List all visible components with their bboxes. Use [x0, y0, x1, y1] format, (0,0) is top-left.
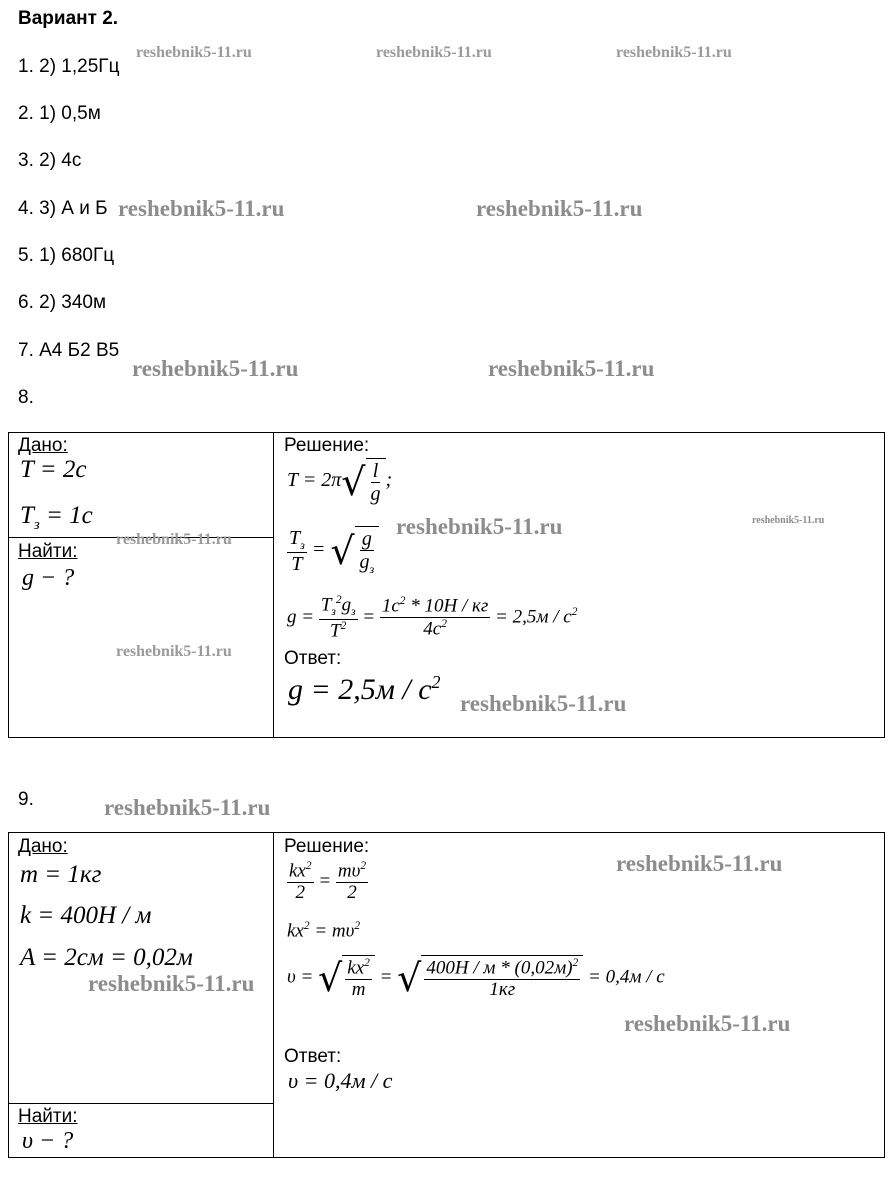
task8-given-earth-period: $T_з = 1c$ [20, 502, 93, 533]
task8-eq2-num: T [289, 527, 301, 549]
watermark: reshebnik5-11.ru [460, 691, 627, 716]
task9-eq2-a: kx [287, 920, 304, 942]
answer-4: 4. 3) А и Б [18, 198, 108, 219]
task9-find-label: Найти: [18, 1106, 78, 1127]
task8-eq1: T = 2π √ $\frac{l}{g}$ ; [287, 459, 393, 505]
answer-1: 1. 2) 1,25Гц [18, 56, 120, 77]
answer-8-number: 8. [18, 387, 34, 408]
task9-eq3-r2num: 400H / м * (0,02м) [426, 957, 573, 979]
task9-divider [273, 832, 274, 1158]
task9-eq3-r1num: kx [347, 957, 365, 979]
watermark: reshebnik5-11.ru [132, 356, 299, 381]
task8-eq2-rnum: g [361, 528, 372, 550]
task8-eq3-result: = 2,5м / с [495, 606, 572, 628]
task8-eq3: g = $\frac{T_з^2g_з}{T^2}$ = $\frac{1с^2 * 10H / кг}{4c^2}$ = $2,5м / с^2$ [287, 594, 578, 641]
answer-3: 3. 2) 4с [18, 150, 82, 171]
task8-answer-text: g = 2,5м / c [288, 673, 432, 706]
watermark: reshebnik5-11.ru [116, 531, 232, 548]
task8-eq2: $\frac{T_з}{T}$ = √ $\frac{g}{g_з}$ [287, 526, 379, 576]
task8-eq1-left: T = 2π [287, 469, 342, 492]
watermark: reshebnik5-11.ru [136, 44, 252, 61]
watermark: reshebnik5-11.ru [88, 971, 255, 996]
watermark: reshebnik5-11.ru [118, 196, 285, 221]
task8-answer-label: Ответ: [284, 648, 342, 669]
task9-given-amplitude: A = 2см = 0,02м [20, 944, 193, 971]
task8-eq1-num: l [372, 460, 379, 482]
task9-given-stiffness: k = 400H / м [20, 902, 152, 929]
task9-given-divider [8, 1103, 274, 1104]
task8-table [8, 432, 885, 738]
task8-eq3-num-b: * 10H / кг [405, 595, 489, 617]
answer-5: 5. 1) 680Гц [18, 245, 115, 266]
task9-number: 9. [18, 789, 34, 810]
task9-eq3: υ = √ $\frac{kx^2}{m}$ = √ $\frac{400H / м * (0,02м)^2}{1кг}$ = 0,4м / с [287, 956, 665, 1001]
task9-eq1-lnum: kx [289, 860, 306, 882]
task9-given-mass: m = 1кг [20, 861, 102, 888]
watermark: reshebnik5-11.ru [376, 44, 492, 61]
task9-solution-label: Решение: [284, 836, 370, 857]
task9-answer-label: Ответ: [284, 1046, 342, 1067]
watermark: reshebnik5-11.ru [104, 795, 271, 820]
answer-6: 6. 2) 340м [18, 292, 107, 313]
watermark: reshebnik5-11.ru [616, 44, 732, 61]
task9-eq1-lden: 2 [295, 882, 306, 904]
watermark: reshebnik5-11.ru [752, 515, 825, 526]
variant-title: Вариант 2. [18, 8, 119, 29]
watermark: reshebnik5-11.ru [616, 851, 783, 876]
task8-given-earth-value: 1c [69, 502, 93, 529]
task9-eq3-left: υ = [287, 966, 314, 988]
task8-solution-label: Решение: [284, 435, 370, 456]
task9-eq1: $\frac{kx^2}{2}$ = $\frac{m\upsilon^2}{2}$ [289, 860, 367, 904]
task8-eq3-num-a: 1с [381, 595, 400, 617]
task8-eq1-den: g [370, 483, 381, 505]
watermark: reshebnik5-11.ru [396, 514, 563, 539]
answer-2: 2. 1) 0,5м [18, 103, 101, 124]
task8-eq3-den: 4c [423, 618, 442, 640]
watermark: reshebnik5-11.ru [488, 356, 655, 381]
task9-find: υ − ? [22, 1128, 74, 1154]
task9-eq3-r2den: 1кг [489, 979, 516, 1001]
task8-answer: $g = 2,5м / c^2$ [288, 672, 441, 706]
task9-eq3-r1den: m [351, 979, 366, 1001]
answer-7: 7. А4 Б2 В5 [18, 340, 120, 361]
task9-eq2-b: = mυ [309, 920, 355, 942]
task9-eq2: $kx^2 = m\upsilon^2$ [287, 920, 361, 942]
task8-eq2-rden: g [359, 551, 370, 573]
task9-eq1-rden: 2 [347, 882, 357, 904]
task8-divider [273, 432, 274, 738]
task9-eq1-rnum: mυ [337, 860, 361, 882]
watermark: reshebnik5-11.ru [116, 643, 232, 660]
task8-find: g − ? [22, 565, 75, 591]
task8-given-label: Дано: [18, 435, 68, 456]
task8-given-period: T = 2c [20, 456, 87, 483]
task8-find-label: Найти: [18, 541, 78, 562]
task9-answer: υ = 0,4м / с [288, 1068, 393, 1093]
watermark: reshebnik5-11.ru [624, 1011, 791, 1036]
task9-eq3-result: = 0,4м / с [588, 966, 665, 988]
watermark: reshebnik5-11.ru [476, 196, 643, 221]
task8-eq2-den: T [291, 553, 303, 576]
task9-given-label: Дано: [18, 836, 68, 857]
